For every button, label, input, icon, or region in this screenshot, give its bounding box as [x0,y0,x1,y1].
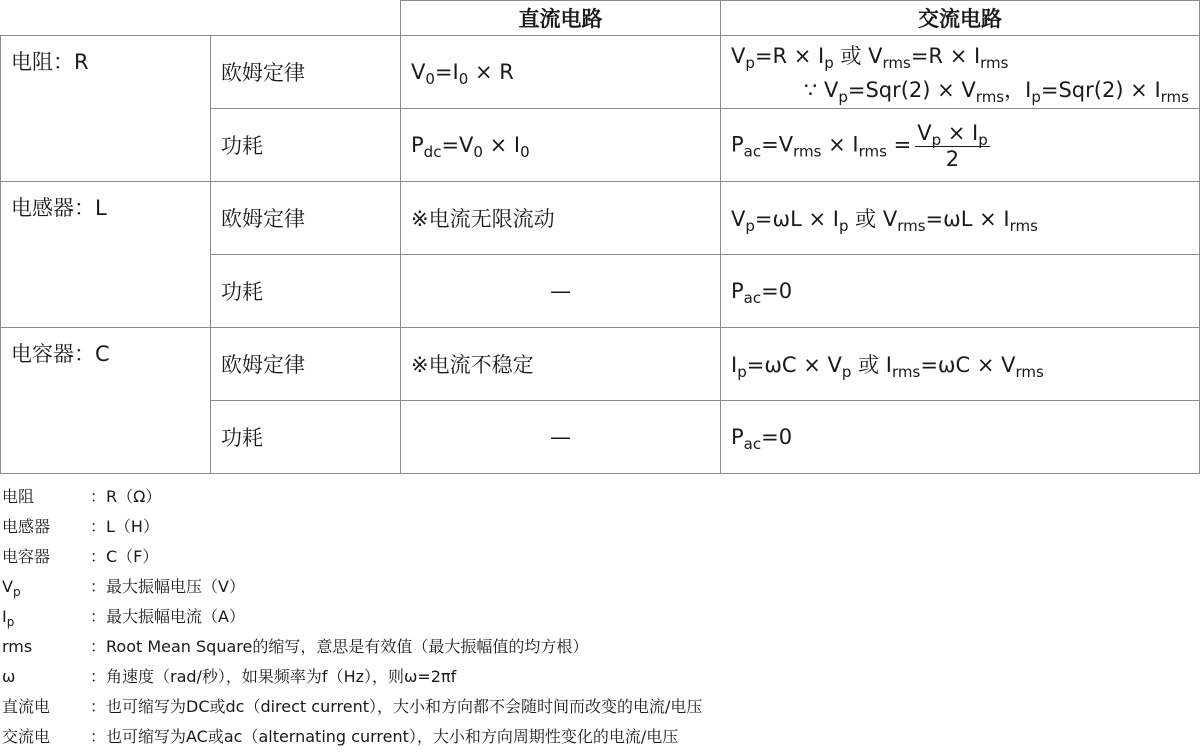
resistor-law-ac [721,36,1200,109]
component-inductor: 电感器：L [1,182,211,328]
table-row [1,328,1200,401]
note-term-ip: $I_p$ [2,607,15,629]
inductor-power-ac: $P_{ac}=0$ [721,255,1200,328]
law-label: 欧姆定律 [211,182,401,255]
note-term-vp: $V_p$ [2,577,21,599]
note-item [2,692,702,722]
inductor-power-dc: — [401,255,721,328]
note-item [2,662,702,692]
capacitor-law-dc: ※电流不稳定 [401,328,721,401]
note-desc: ：Root Mean Square的缩写，意思是有效值（最大振幅值的均方根） [90,637,589,656]
note-desc: ：C（F） [90,547,159,566]
note-term: 电容器 [2,547,51,566]
resistor-law-ac-line2: ∵ $V_p=Sqr(2) \times V_{rms}$，$I_p=Sqr(2) \times I_{rms}$ [803,78,1189,106]
note-item [2,572,702,602]
note-term: ω [2,667,16,686]
note-desc: ：也可缩写为DC或dc（direct current），大小和方向都不会随时间而改变的电流/电压 [90,697,703,716]
component-resistor: 电阻：R [1,36,211,182]
resistor-law-ac-line1: $V_p=R \times I_p$ 或 $V_{rms}=R \times I_{rms}$ [731,44,1009,72]
header-dc: 直流电路 [401,1,721,36]
header-ac: 交流电路 [721,1,1200,36]
note-term: 电感器 [2,517,51,536]
note-desc: ：角速度（rad/秒），如果频率为f（Hz），则ω=2πf [90,667,457,686]
notes-list [2,482,702,752]
law-label: 欧姆定律 [211,36,401,109]
capacitor-law-ac: $I_p=\omega C \times V_p$ 或 $I_{rms}=\omega C \times V_{rms}$ [721,328,1200,401]
note-desc: ：也可缩写为AC或ac（alternating current），大小和方向周期性变化的电流/电压 [90,727,679,746]
capacitor-power-ac: $P_{ac}=0$ [721,401,1200,474]
note-item [2,512,702,542]
inductor-law-ac: $V_p=\omega L \times I_p$ 或 $V_{rms}=\omega L \times I_{rms}$ [721,182,1200,255]
note-desc: ：最大振幅电压（V） [90,577,245,596]
law-label: 欧姆定律 [211,328,401,401]
note-item [2,632,702,662]
note-term: 交流电 [2,727,51,746]
note-desc: ：R（Ω） [90,487,162,506]
component-capacitor: 电容器：C [1,328,211,474]
header-blank [1,1,401,36]
resistor-law-dc: $V_0=I_0 \times R$ [401,36,721,109]
power-label: 功耗 [211,109,401,182]
table-row [1,36,1200,109]
note-term: 直流电 [2,697,51,716]
power-label: 功耗 [211,401,401,474]
note-term: rms [2,637,33,656]
power-label: 功耗 [211,255,401,328]
inductor-law-dc: ※电流无限流动 [401,182,721,255]
note-term: 电阻 [2,487,35,506]
power-fraction: $\frac{V_p \times I_p}{2}$ [917,120,988,171]
resistor-power-dc: $P_{dc}=V_0 \times I_0$ [401,109,721,182]
note-item [2,542,702,572]
table-header-row [1,1,1200,36]
capacitor-power-dc: — [401,401,721,474]
resistor-power-ac: $P_{ac}=V_{rms} \times I_{rms}$ = $\frac{V_p \times I_p}{2}$ [721,109,1200,182]
note-desc: ：L（H） [90,517,159,536]
note-item [2,722,702,752]
note-desc: ：最大振幅电流（A） [90,607,245,626]
note-item [2,482,702,512]
note-item [2,602,702,632]
table-row [1,182,1200,255]
